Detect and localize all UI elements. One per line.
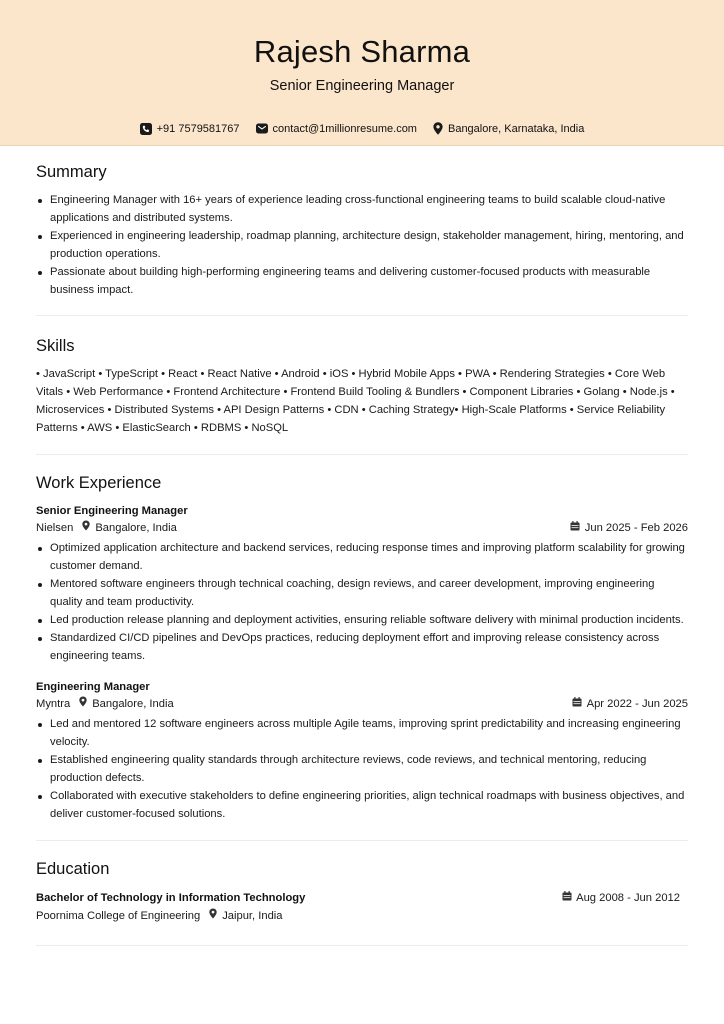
- list-item: Engineering Manager with 16+ years of experience leading cross-functional engineering teams to build scalable cloud-native applications and distributed systems.: [36, 192, 688, 228]
- skills-text: • JavaScript • TypeScript • React • React Native • Android • iOS • Hybrid Mobile Apps • PWA • Rendering Strategies • Core Web Vitals • Web Performance • Frontend Architecture • Frontend Build Tooling & Bundlers • Component Libraries • Golang • Node.js • Microservices • Distributed Systems • API Design Patterns • CDN • Caching Strategy• High-Scale Platforms • Service Reliability Patterns • AWS • ElasticSearch • RDBMS • NoSQL: [36, 368, 675, 435]
- location-pin-icon: [209, 907, 217, 925]
- education-dates: [562, 889, 680, 907]
- calendar-icon: [570, 520, 580, 537]
- list-item: Established engineering quality standards through architecture reviews, code reviews, and technical mentoring, reducing production defects.: [36, 752, 688, 788]
- calendar-icon: [562, 889, 572, 907]
- summary-list: [36, 192, 688, 299]
- list-item: Standardized CI/CD pipelines and DevOps practices, reducing deployment effort and improving release consistency across engineering teams.: [36, 630, 688, 666]
- company-name: Myntra: [36, 698, 71, 711]
- education-degree-row: [36, 889, 688, 907]
- contact-bar: [0, 122, 724, 135]
- job-meta: [36, 520, 688, 537]
- job-date-range: Apr 2022 - Jun 2025: [586, 698, 688, 711]
- job-company-location: [36, 520, 177, 537]
- list-item: Collaborated with executive stakeholders to define engineering priorities, align technical roadmaps with business objectives, and deliver customer-focused solutions.: [36, 788, 688, 824]
- candidate-title: Senior Engineering Manager: [269, 78, 455, 94]
- job-date-range: Jun 2025 - Feb 2026: [584, 522, 688, 535]
- education-date-range: Aug 2008 - Jun 2012: [576, 891, 680, 904]
- contact-location: [433, 122, 584, 135]
- location-pin-icon: [82, 520, 90, 537]
- list-item: Led production release planning and deployment activities, ensuring reliable software delivery with minimal production incidents.: [36, 612, 688, 630]
- location-pin-icon: [79, 696, 87, 713]
- email-icon: [256, 123, 268, 134]
- school-location: [36, 907, 283, 925]
- job-entry: [36, 503, 688, 665]
- contact-email: [256, 122, 417, 135]
- list-item: Passionate about building high-performing engineering teams and delivering customer-focused products with measurable business impact.: [36, 264, 688, 300]
- job-entry: [36, 679, 688, 823]
- education-section: [36, 857, 688, 946]
- list-item: Experienced in engineering leadership, roadmap planning, architecture design, stakeholder management, hiring, mentoring, and production operations.: [36, 228, 688, 264]
- contact-phone: [140, 122, 240, 135]
- degree-name: Bachelor of Technology in Information Technology: [36, 891, 306, 904]
- job-bullets: [36, 716, 688, 823]
- job-location: Bangalore, India: [92, 698, 174, 711]
- education-school-row: [36, 907, 688, 925]
- work-experience-heading: Work Experience: [36, 474, 162, 493]
- list-item: Mentored software engineers through technical coaching, design reviews, and career development, improving engineering quality and team productivity.: [36, 576, 688, 612]
- job-title: Senior Engineering Manager: [36, 505, 188, 518]
- job-location: Bangalore, India: [95, 522, 177, 535]
- resume-header: [0, 0, 724, 146]
- email-address[interactable]: contact@1millionresume.com: [272, 122, 417, 135]
- resume-body: [36, 160, 688, 946]
- summary-section: [36, 160, 688, 316]
- calendar-icon: [572, 696, 582, 713]
- list-item: Led and mentored 12 software engineers across multiple Agile teams, improving sprint predictability and increasing engineering velocity.: [36, 716, 688, 752]
- skills-section: [36, 334, 688, 455]
- school-location-text: Jaipur, India: [222, 909, 283, 922]
- job-dates: [570, 520, 688, 537]
- list-item: Optimized application architecture and backend services, reducing response times and improving platform scalability for growing customer demand.: [36, 540, 688, 576]
- job-title: Engineering Manager: [36, 681, 150, 694]
- skills-heading: Skills: [36, 337, 75, 356]
- job-company-location: [36, 696, 174, 713]
- company-name: Nielsen: [36, 522, 74, 535]
- candidate-name: Rajesh Sharma: [253, 34, 471, 69]
- location-pin-icon: [433, 122, 443, 135]
- work-experience-section: [36, 471, 688, 841]
- job-bullets: [36, 540, 688, 665]
- school-name: Poornima College of Engineering: [36, 909, 201, 922]
- job-dates: [572, 696, 688, 713]
- phone-icon: [140, 123, 152, 135]
- education-heading: Education: [36, 859, 110, 878]
- job-meta: [36, 696, 688, 713]
- summary-heading: Summary: [36, 163, 107, 181]
- phone-number: +91 7579581767: [156, 122, 240, 135]
- location-text: Bangalore, Karnataka, India: [447, 122, 585, 135]
